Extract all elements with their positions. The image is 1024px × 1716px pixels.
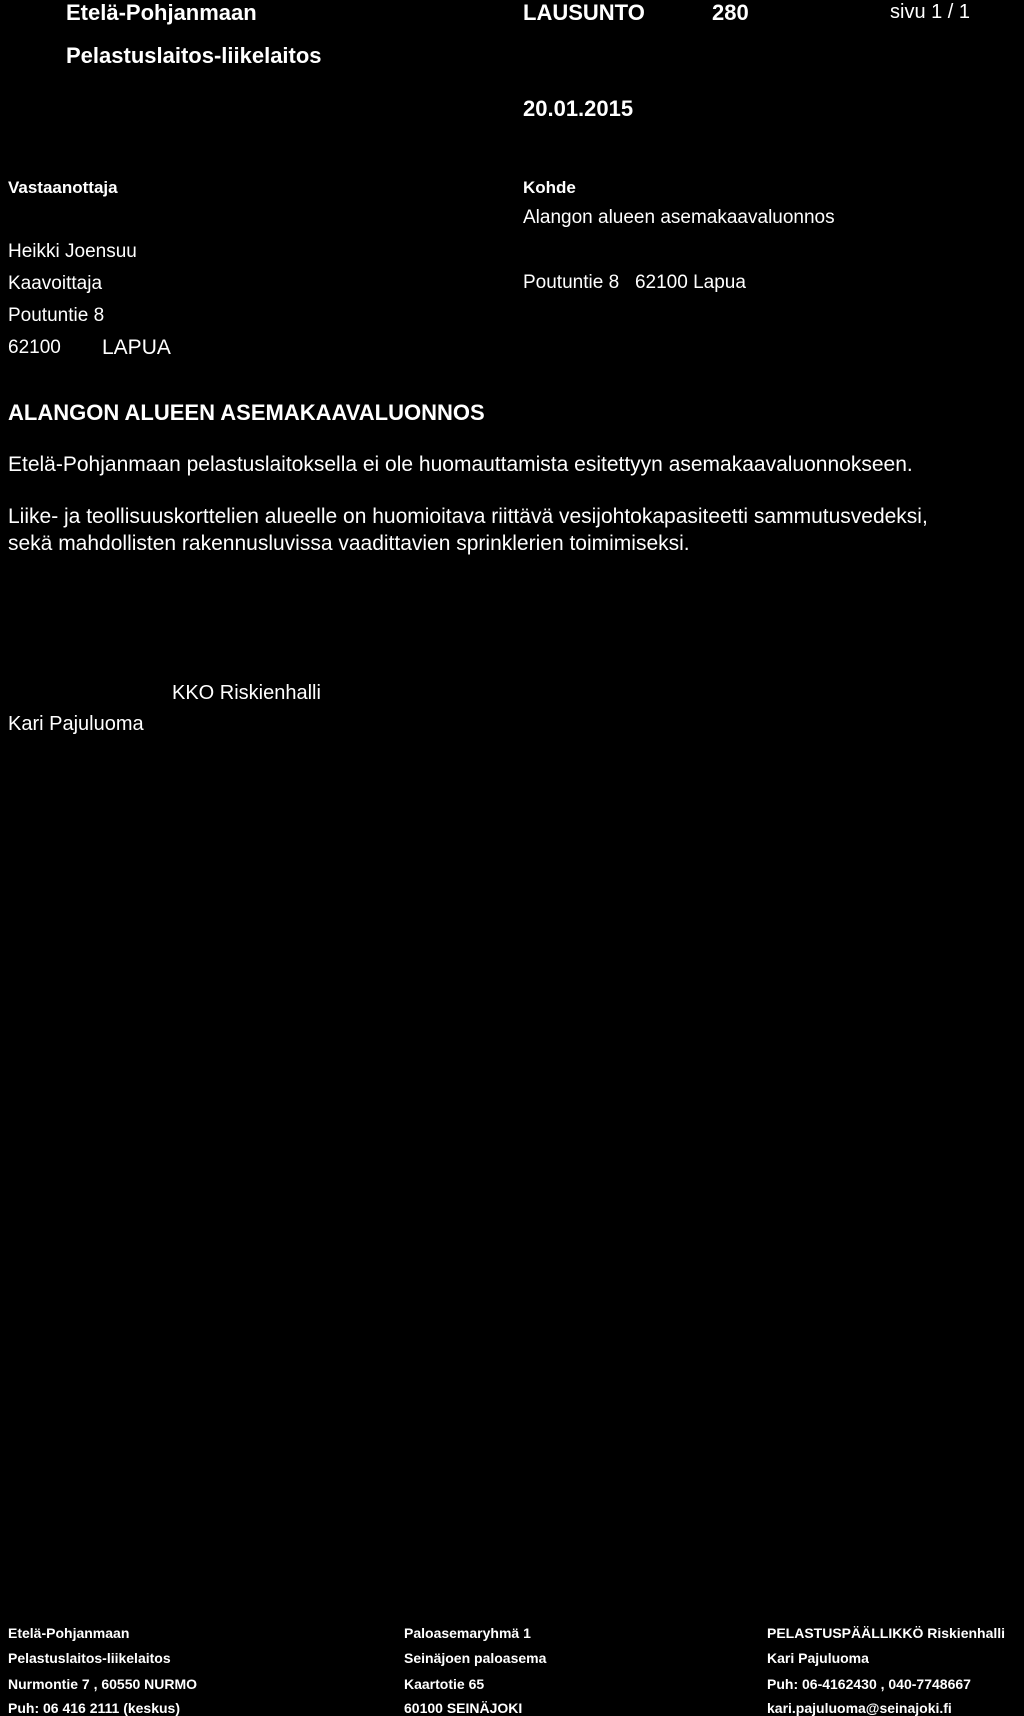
- recipient-name: Heikki Joensuu: [8, 241, 137, 262]
- subject-title: Alangon alueen asemakaavaluonnos: [523, 207, 835, 228]
- footer-org-phone: Puh: 06 416 2111 (keskus): [8, 1700, 180, 1716]
- footer-contact-phone: Puh: 06-4162430 , 040-7748667: [767, 1676, 971, 1692]
- document-type: LAUSUNTO: [523, 0, 645, 25]
- signature-name: Kari Pajuluoma: [8, 713, 144, 735]
- content-heading: ALANGON ALUEEN ASEMAKAAVALUONNOS: [8, 400, 485, 425]
- paragraph-2-line-2: sekä mahdollisten rakennusluvissa vaadittavien sprinklerien toimimiseksi.: [8, 532, 690, 555]
- footer-org-name: Etelä-Pohjanmaan: [8, 1625, 130, 1641]
- recipient-label: Vastaanottaja: [8, 178, 118, 197]
- signature-title: KKO Riskienhalli: [172, 682, 321, 704]
- footer-station-group: Paloasemaryhmä 1: [404, 1625, 531, 1641]
- footer-org-address: Nurmontie 7 , 60550 NURMO: [8, 1676, 198, 1692]
- footer-station-city: 60100 SEINÄJOKI: [404, 1700, 523, 1716]
- footer-org-subname: Pelastuslaitos-liikelaitos: [8, 1650, 171, 1666]
- footer-station-name: Seinäjoen paloasema: [404, 1650, 547, 1666]
- subject-address: Poutuntie 8 62100 Lapua: [523, 272, 746, 293]
- org-name: Etelä-Pohjanmaan: [66, 0, 257, 25]
- paragraph-2-line-1: Liike- ja teollisuuskorttelien alueelle on huomioitava riittävä vesijohtokapasiteetti sammutusvedeksi,: [8, 505, 928, 528]
- footer-station-street: Kaartotie 65: [404, 1676, 485, 1692]
- org-subname: Pelastuslaitos-liikelaitos: [66, 43, 322, 68]
- recipient-street: Poutuntie 8: [8, 305, 105, 326]
- footer-contact-name: Kari Pajuluoma: [767, 1650, 869, 1666]
- document-date: 20.01.2015: [523, 96, 634, 121]
- page-indicator: sivu 1 / 1: [890, 1, 971, 23]
- recipient-role: Kaavoittaja: [8, 273, 103, 294]
- footer-contact-email: kari.pajuluoma@seinajoki.fi: [767, 1700, 952, 1716]
- paragraph-1: Etelä-Pohjanmaan pelastuslaitoksella ei ole huomauttamista esitettyyn asemakaavaluonnokseen.: [8, 453, 913, 476]
- footer-contact-title: PELASTUSPÄÄLLIKKÖ Riskienhalli: [767, 1625, 1006, 1641]
- subject-label: Kohde: [523, 178, 576, 197]
- document-number: 280: [712, 0, 749, 25]
- recipient-postal-code: 62100: [8, 337, 61, 358]
- recipient-city: LAPUA: [102, 336, 171, 359]
